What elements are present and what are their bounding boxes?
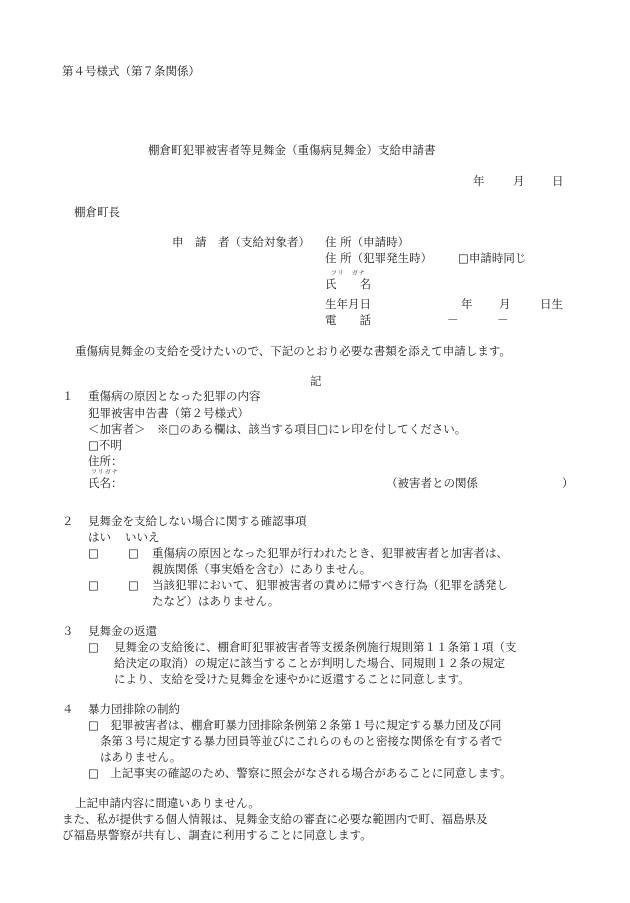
section3-number: ３ <box>62 624 74 638</box>
date-year-label: 年 <box>473 174 485 188</box>
section4-item2[interactable]: □ 上記事実の確認のため、警察に照会がなされる場合があることに同意します。 <box>88 766 512 780</box>
item2-yes-checkbox[interactable]: □ <box>88 578 99 592</box>
phone-dash-2: － <box>497 313 509 327</box>
relation-close: ） <box>562 476 574 490</box>
section1-line2: ＜加害者＞ ※□のある欄は、該当する項目□にレ印を付してください。 <box>88 422 467 436</box>
applicant-name-label: 氏 名 <box>325 277 371 291</box>
section3-heading: 見舞金の返還 <box>88 624 157 638</box>
applicant-birth-label: 生年月日 <box>325 297 371 311</box>
addressee: 棚倉町長 <box>74 205 120 219</box>
offender-name-furigana: フリガナ <box>91 469 119 476</box>
item1-yes-checkbox[interactable]: □ <box>88 546 99 560</box>
offender-address-label: 住所： <box>88 454 123 468</box>
date-month-label: 月 <box>513 174 525 188</box>
page-title: 棚倉町犯罪被害者等見舞金（重傷病見舞金）支給申請書 <box>148 143 436 157</box>
item1-line1: 重傷病の原因となった犯罪が行われたとき、犯罪被害者と加害者は、 <box>152 546 509 560</box>
item2-line1: 当該犯罪において、犯罪被害者の責めに帰すべき行為（犯罪を誘発し <box>152 578 509 592</box>
section1-heading: 重傷病の原因となった犯罪の内容 <box>88 389 261 403</box>
relation-label: （被害者との関係 <box>386 476 478 490</box>
applicant-address-current: 住 所（申請時） <box>325 235 410 249</box>
section3-line2: 給決定の取消）の規定に該当することが判明した場合、同規則１２条の規定 <box>114 656 505 670</box>
section4-item1-line2: 条第３号に規定する暴力団員等並びにこれらのものと密接な関係を有する者で <box>100 734 503 748</box>
offender-unknown-checkbox[interactable]: □不明 <box>88 438 122 452</box>
applicant-address-crime: 住 所（犯罪発生時） <box>325 251 433 265</box>
date-day-label: 日 <box>552 174 564 188</box>
section2-heading: 見舞金を支給しない場合に関する確認事項 <box>88 514 307 528</box>
section3-line3: により、支給を受けた見舞金を速やかに返還することに同意します。 <box>114 672 470 686</box>
birth-month-label: 月 <box>499 297 511 311</box>
applicant-phone-label: 電 話 <box>325 313 371 327</box>
birth-day-label: 日生 <box>540 297 563 311</box>
section3-line1: 見舞金の支給後に、棚倉町犯罪被害者等支援条例施行規則第１１条第１項（支 <box>114 640 517 654</box>
birth-year-label: 年 <box>461 297 473 311</box>
no-column-label: いいえ <box>125 530 160 544</box>
refund-consent-checkbox[interactable]: □ <box>88 640 99 654</box>
offender-name-label: 氏名： <box>88 476 123 490</box>
applicant-label: 申 請 者（支給対象者） <box>172 235 310 249</box>
section4-heading: 暴力団排除の制約 <box>88 702 180 716</box>
yes-column-label: はい <box>88 530 111 544</box>
section2-number: ２ <box>62 514 74 528</box>
same-as-current-checkbox[interactable]: □申請時同じ <box>458 251 527 265</box>
form-label: 第４号様式（第７条関係） <box>62 64 200 78</box>
intro-text: 重傷病見舞金の支給を受けたいので、下記のとおり必要な書類を添えて申請します。 <box>75 344 511 358</box>
item2-line2: たなど）はありません。 <box>152 594 280 608</box>
section4-number: ４ <box>62 702 74 716</box>
item1-line2: 親族関係（事実婚を含む）にありません。 <box>152 562 372 576</box>
closing-line1: 上記申請内容に間違いありません。 <box>75 796 260 810</box>
applicant-name-furigana: フリ ガナ <box>331 270 366 277</box>
phone-dash-1: － <box>447 313 459 327</box>
section4-item1-line1[interactable]: □ 犯罪被害者は、棚倉町暴力団排除条例第２条第１号に規定する暴力団及び同 <box>88 718 502 732</box>
section4-item1-line3: はありません。 <box>100 750 182 764</box>
section1-number: １ <box>62 389 74 403</box>
item2-no-checkbox[interactable]: □ <box>128 578 139 592</box>
section1-line1: 犯罪被害申告書（第２号様式） <box>88 406 249 420</box>
closing-line3: び福島県警察が共有し、調査に利用することに同意します。 <box>62 828 372 842</box>
ki-heading: 記 <box>310 374 322 388</box>
item1-no-checkbox[interactable]: □ <box>128 546 139 560</box>
closing-line2: また、私が提供する個人情報は、見舞金支給の審査に必要な範囲内で町、福島県及 <box>62 812 488 826</box>
